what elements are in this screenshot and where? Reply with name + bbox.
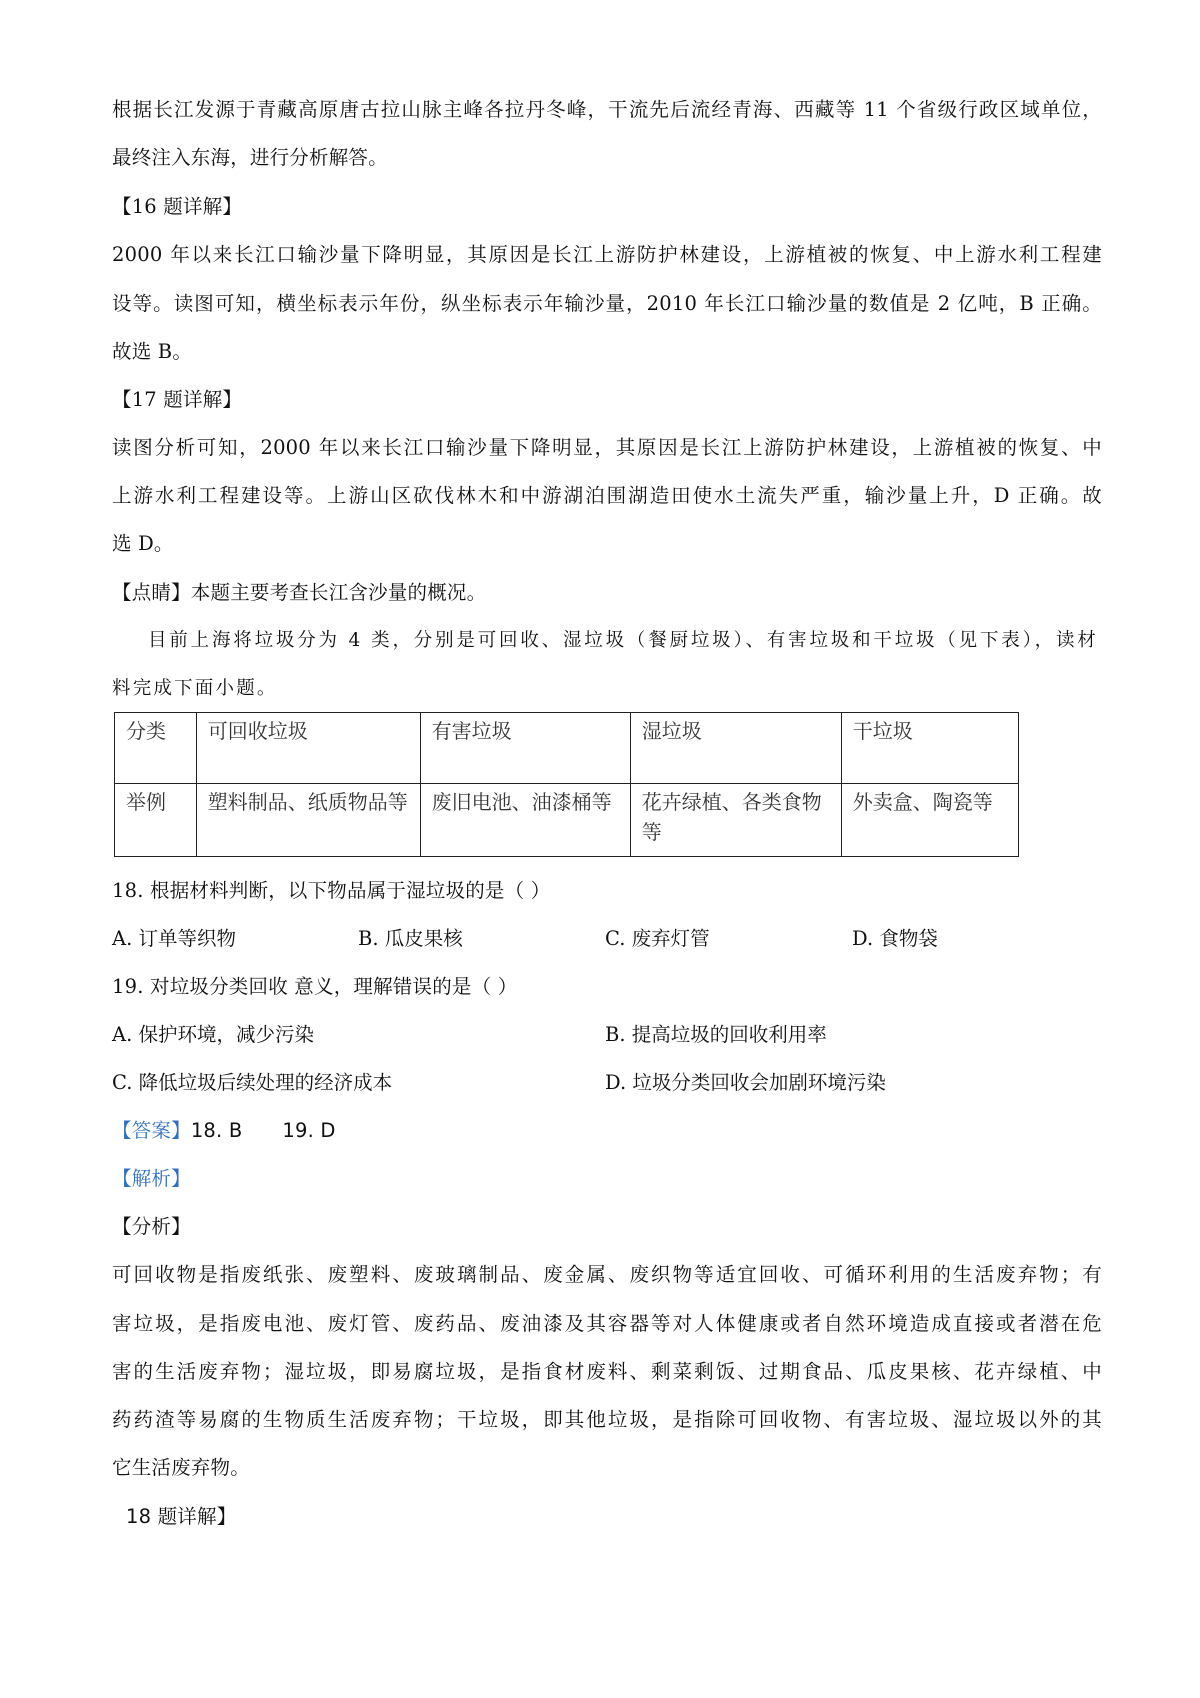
fenxi-line: 它生活废弃物。 [112, 1456, 250, 1479]
q16-line: 2000 年以来长江口输沙量下降明显，其原因是长江上游防护林建设，上游植被的恢复、中上游水利工程建 [112, 243, 1102, 266]
q17-heading: 【17 题详解】 [112, 388, 243, 411]
q18-stem: 18. 根据材料判断，以下物品属于湿垃圾的是（ ） [112, 879, 551, 902]
q17-line: 选 D。 [112, 532, 174, 555]
q16-line: 故选 B。 [112, 340, 193, 363]
intro-line: 最终注入东海，进行分析解答。 [112, 146, 388, 169]
note-text: 【点睛】本题主要考查长江含沙量的概况。 [112, 581, 487, 604]
table-row [115, 784, 1019, 857]
fenxi-line: 害的生活废弃物；湿垃圾，即易腐垃圾，是指食材废料、剩菜剩饭、过期食品、瓜皮果核、花卉绿植、中 [112, 1360, 1102, 1383]
table-cell: 举例 [115, 784, 197, 857]
q19-stem: 19. 对垃圾分类回收 意义，理解错误的是（ ） [112, 975, 518, 998]
table-cell: 废旧电池、油漆桶等 [420, 784, 630, 857]
material-line: 料完成下面小题。 [112, 678, 278, 699]
table-cell: 有害垃圾 [420, 713, 630, 784]
q17-line: 读图分析可知，2000 年以来长江口输沙量下降明显，其原因是长江上游防护林建设，上游植被的恢复、中 [112, 436, 1102, 459]
q18-option-b: B. 瓜皮果核 [358, 927, 463, 950]
table-cell: 花卉绿植、各类食物等 [630, 784, 841, 857]
q16-heading: 【16 题详解】 [112, 195, 243, 218]
q19-option-b: B. 提高垃圾的回收利用率 [605, 1023, 827, 1046]
garbage-classification-table [114, 712, 1019, 857]
table-row [115, 713, 1019, 784]
q18-option-a: A. 订单等织物 [112, 927, 236, 950]
table-cell: 分类 [115, 713, 197, 784]
answer-line [112, 1117, 1102, 1145]
fenxi-heading: 【分析】 [112, 1215, 191, 1238]
table-cell: 可回收垃圾 [196, 713, 420, 784]
intro-line: 根据长江发源于青藏高原唐古拉山脉主峰各拉丹冬峰，干流先后流经青海、西藏等 11 个省级行政区域单位， [112, 98, 1102, 121]
q19-option-d: D. 垃圾分类回收会加剧环境污染 [605, 1071, 886, 1094]
q19-option-c: C. 降低垃圾后续处理的经济成本 [112, 1071, 393, 1094]
table-cell: 干垃圾 [841, 713, 1018, 784]
q18-option-d: D. 食物袋 [852, 927, 938, 950]
answer-18: 18. B [190, 1119, 243, 1142]
fenxi-line: 可回收物是指废纸张、废塑料、废玻璃制品、废金属、废织物等适宜回收、可循环利用的生活废弃物；有 [112, 1263, 1102, 1286]
fenxi-line: 药药渣等易腐的生物质生活废弃物；干垃圾，即其他垃圾，是指除可回收物、有害垃圾、湿垃圾以外的其 [112, 1408, 1102, 1431]
q18-option-c: C. 废弃灯管 [605, 927, 710, 950]
analysis-label: 【解析】 [112, 1167, 191, 1190]
answer-19: 19. D [282, 1119, 336, 1142]
answer-label: 【答案】 [112, 1119, 191, 1142]
material-line: 目前上海将垃圾分为 4 类，分别是可回收、湿垃圾（餐厨垃圾）、有害垃圾和干垃圾（见下表），读材 [148, 630, 1098, 651]
table-cell: 塑料制品、纸质物品等 [196, 784, 420, 857]
q16-line: 设等。读图可知，横坐标表示年份，纵坐标表示年输沙量，2010 年长江口输沙量的数值是 2 亿吨，B 正确。 [112, 292, 1102, 315]
fenxi-line: 害垃圾，是指废电池、废灯管、废药品、废油漆及其容器等对人体健康或者自然环境造成直接或者潜在危 [112, 1312, 1102, 1335]
table-cell: 外卖盒、陶瓷等 [841, 784, 1018, 857]
q19-option-a: A. 保护环境，减少污染 [112, 1023, 314, 1046]
table-cell: 湿垃圾 [630, 713, 841, 784]
q17-line: 上游水利工程建设等。上游山区砍伐林木和中游湖泊围湖造田使水土流失严重，输沙量上升，D 正确。故 [112, 484, 1102, 507]
q18-detail-heading: 18 题详解】 [126, 1505, 237, 1528]
